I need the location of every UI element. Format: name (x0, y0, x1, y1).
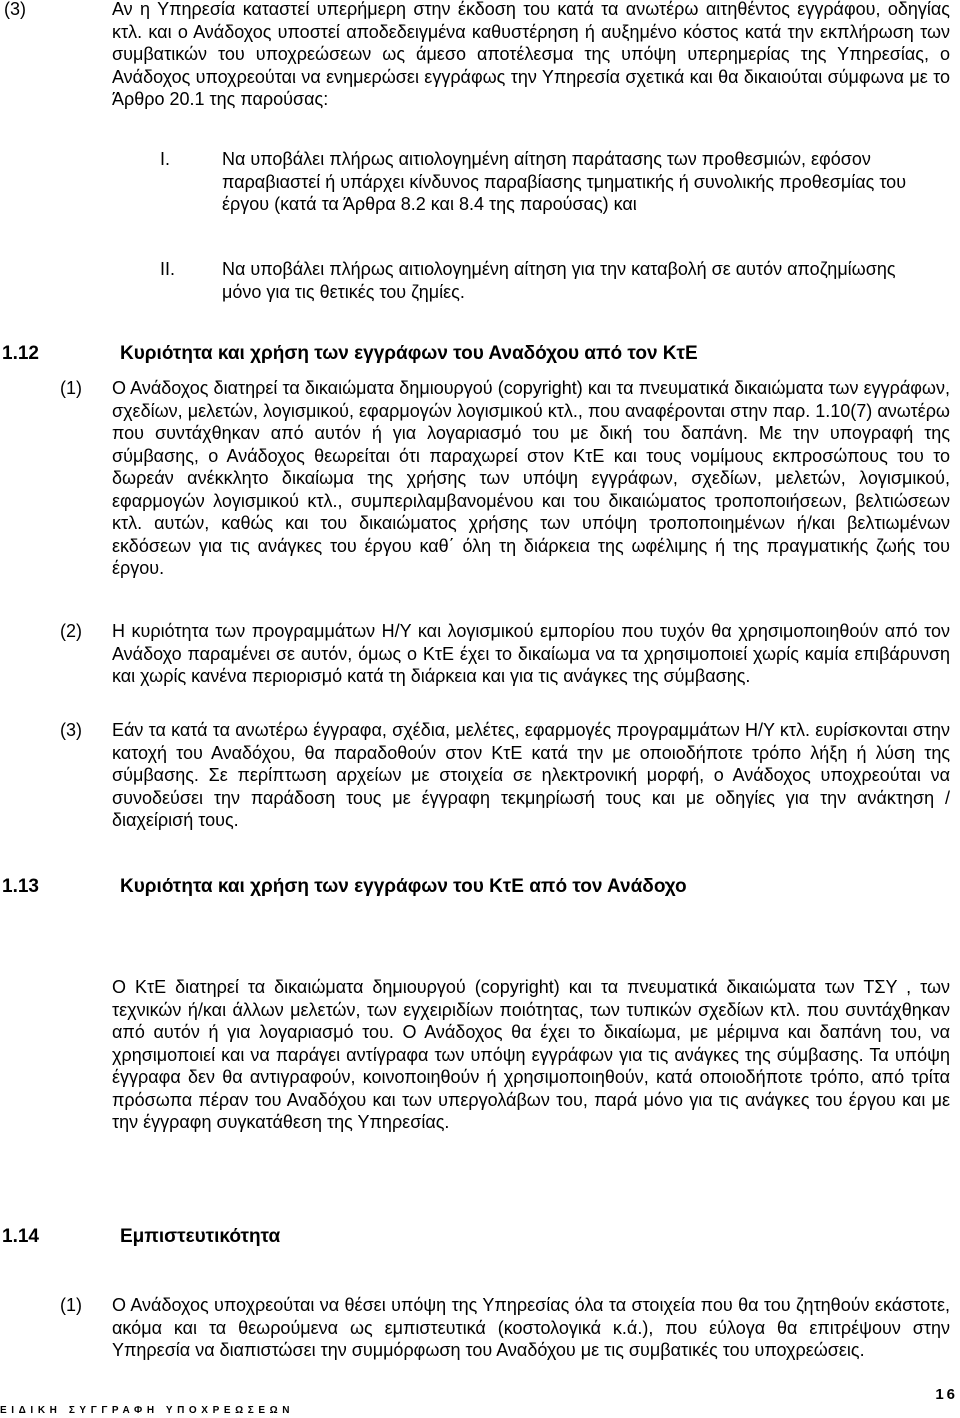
page-number: 16 (935, 1386, 958, 1403)
item-number: (3) (4, 0, 26, 19)
roman-numeral: I. (160, 149, 171, 169)
item-number: (1) (60, 1295, 82, 1315)
prev-item-3 (0, 0, 960, 328)
item-text: Ο Ανάδοχος διατηρεί τα δικαιώματα δημιουργού (copyright) και τα πνευματικά δικαιώματα των εγγράφων, σχεδίων, μελετών, λογισμικού, εφαρμογών λογισμικού κτλ., που αναφέρονται στην παρ. 1.10(7) ανωτέρω που συντάχθηκαν από αυτόν ή για λογαριασμό του με δική του δαπάνη. Με την υπογραφή της σύμβασης, ο Ανάδοχος θεωρείται ότι παραχωρεί στον ΚτΕ και τους νομίμους εκπροσώπους του το δωρεάν ανέκκλητο δικαίωμα της χρήσης των υπόψη εγγράφων, σχεδίων, μελετών, λογισμικού, εφαρμογών λογισμικού κτλ., συμπεριλαμβανομένου και του δικαιώματος τροποποιήσεων, βελτιώσεων κτλ. αυτών, καθώς και του δικαιώματος χρήσης των υπόψη τροποποιημένων ή/και βελτιωμένων εκδόσεων για τις ανάγκες του έργου καθ΄ όλη τη διάρκεια της ωφέλιμης ή της πραγματικής ζωής του έργου. (112, 378, 950, 578)
item-number: (1) (60, 378, 82, 398)
section-title: Κυριότητα και χρήση των εγγράφων του Αναδόχου από τον ΚτΕ (120, 343, 698, 364)
sub-item-text: Να υποβάλει πλήρως αιτιολογημένη αίτηση για την καταβολή σε αυτόν αποζημίωσης μόνο για τις θετικές του ζημίες. (222, 259, 896, 302)
section-text: Ο ΚτΕ διατηρεί τα δικαιώματα δημιουργού (copyright) και τα πνευματικά δικαιώματα των ΤΣΥ , των τεχνικών ή/και άλλων μελετών, των εγχειριδίων ποιότητας, των τυπικών σχεδίων κτλ. που συντάχθηκαν από αυτόν ή για λογαριασμό του. Ο Ανάδοχος θα έχει το δικαίωμα, με μέριμνα και δαπάνη του, να χρησιμοποιεί και να παράγει αντίγραφα των υπόψη εγγράφων για τις ανάγκες της σύμβασης. Τα υπόψη έγγραφα δεν θα αντιγραφούν, κοινοποιηθούν ή χρησιμοποιηθούν, κατά οποιοδήποτε τρόπο, από τρίτα πρόσωπα πέραν του Αναδόχου και των υπεργολάβων του, παρά μόνο για τις ανάγκες του έργου και με την έγγραφη συγκατάθεση της Υπηρεσίας. (112, 977, 950, 1132)
section-number: 1.14 (2, 1226, 39, 1247)
section-number: 1.13 (2, 876, 39, 897)
sub-item-text: Να υποβάλει πλήρως αιτιολογημένη αίτηση παράτασης των προθεσμιών, εφόσον παραβιαστεί ή υπάρχει κίνδυνος παραβίασης τμηματικής ή συνολικής προθεσμίας του έργου (κατά τα Άρθρα 8.2 και 8.4 της παρούσας) και (222, 149, 907, 214)
footer-document-title: ΕΙΔΙΚΗ ΣΥΓΓΡΑΦΗ ΥΠΟΧΡΕΩΣΕΩΝ (0, 1405, 295, 1416)
item-text: Ο Ανάδοχος υποχρεούται να θέσει υπόψη της Υπηρεσίας όλα τα στοιχεία που θα του ζητηθούν εκάστοτε, ακόμα και τα θεωρούμενα ως εμπιστευτικά (κοστολογικά κ.ά.), που εύλογα θα επιτρέψουν στην Υπηρεσία να διαπιστώσει την συμμόρφωση του Αναδόχου με τις συμβατικές του υποχρεώσεις. (112, 1295, 950, 1360)
item-text: Η κυριότητα των προγραμμάτων Η/Υ και λογισμικού εμπορίου που τυχόν θα χρησιμοποιηθούν από τον Ανάδοχο παραμένει σε αυτόν, όμως ο ΚτΕ έχει το δικαίωμα να τα χρησιμοποιεί χωρίς καμία επιβάρυνση και χωρίς κανένα περιορισμό κατά τη διάρκεια και για τις ανάγκες της σύμβασης. (112, 621, 950, 686)
section-1-14 (0, 1226, 960, 1396)
section-title: Κυριότητα και χρήση των εγγράφων του ΚτΕ από τον Ανάδοχο (120, 876, 687, 897)
roman-numeral: II. (160, 259, 176, 279)
item-text: Εάν τα κατά τα ανωτέρω έγγραφα, σχέδια, μελέτες, εφαρμογές προγραμμάτων Η/Υ κτλ. ευρίσκονται στην κατοχή του Αναδόχου, θα παραδοθούν στον ΚτΕ κατά την με οποιοδήποτε τρόπο λήξη ή λύση της σύμβασης. Σε περίπτωση αρχείων με στοιχεία σε ηλεκτρονική μορφή, ο Ανάδοχος υποχρεούται να συνοδεύσει την παράδοση τους με έγγραφη τεκμηρίωσή τους και με οδηγίες για την ανάκτηση / διαχείρισή τους. (112, 720, 950, 830)
item-text: Αν η Υπηρεσία καταστεί υπερήμερη στην έκδοση του κατά τα ανωτέρω αιτηθέντος εγγράφου, οδηγίας κτλ. και ο Ανάδοχος υποστεί αποδεδειγμένα καθυστέρηση ή αυξημένο κόστος κατά την εκπλήρωση των συμβατικών του υποχρεώσεων ως άμεσο αποτέλεσμα της υπόψη υπερημερίας της Υπηρεσίας, ο Ανάδοχος υποχρεούται να ενημερώσει εγγράφως την Υπηρεσία σχετικά και θα δικαιούται σύμφωνα με το Άρθρο 20.1 της παρούσας: (112, 0, 950, 109)
section-1-12 (0, 343, 960, 863)
section-title: Εμπιστευτικότητα (120, 1226, 281, 1247)
section-1-13 (0, 876, 960, 1176)
section-number: 1.12 (2, 343, 39, 364)
item-number: (3) (60, 720, 82, 740)
item-number: (2) (60, 621, 82, 641)
